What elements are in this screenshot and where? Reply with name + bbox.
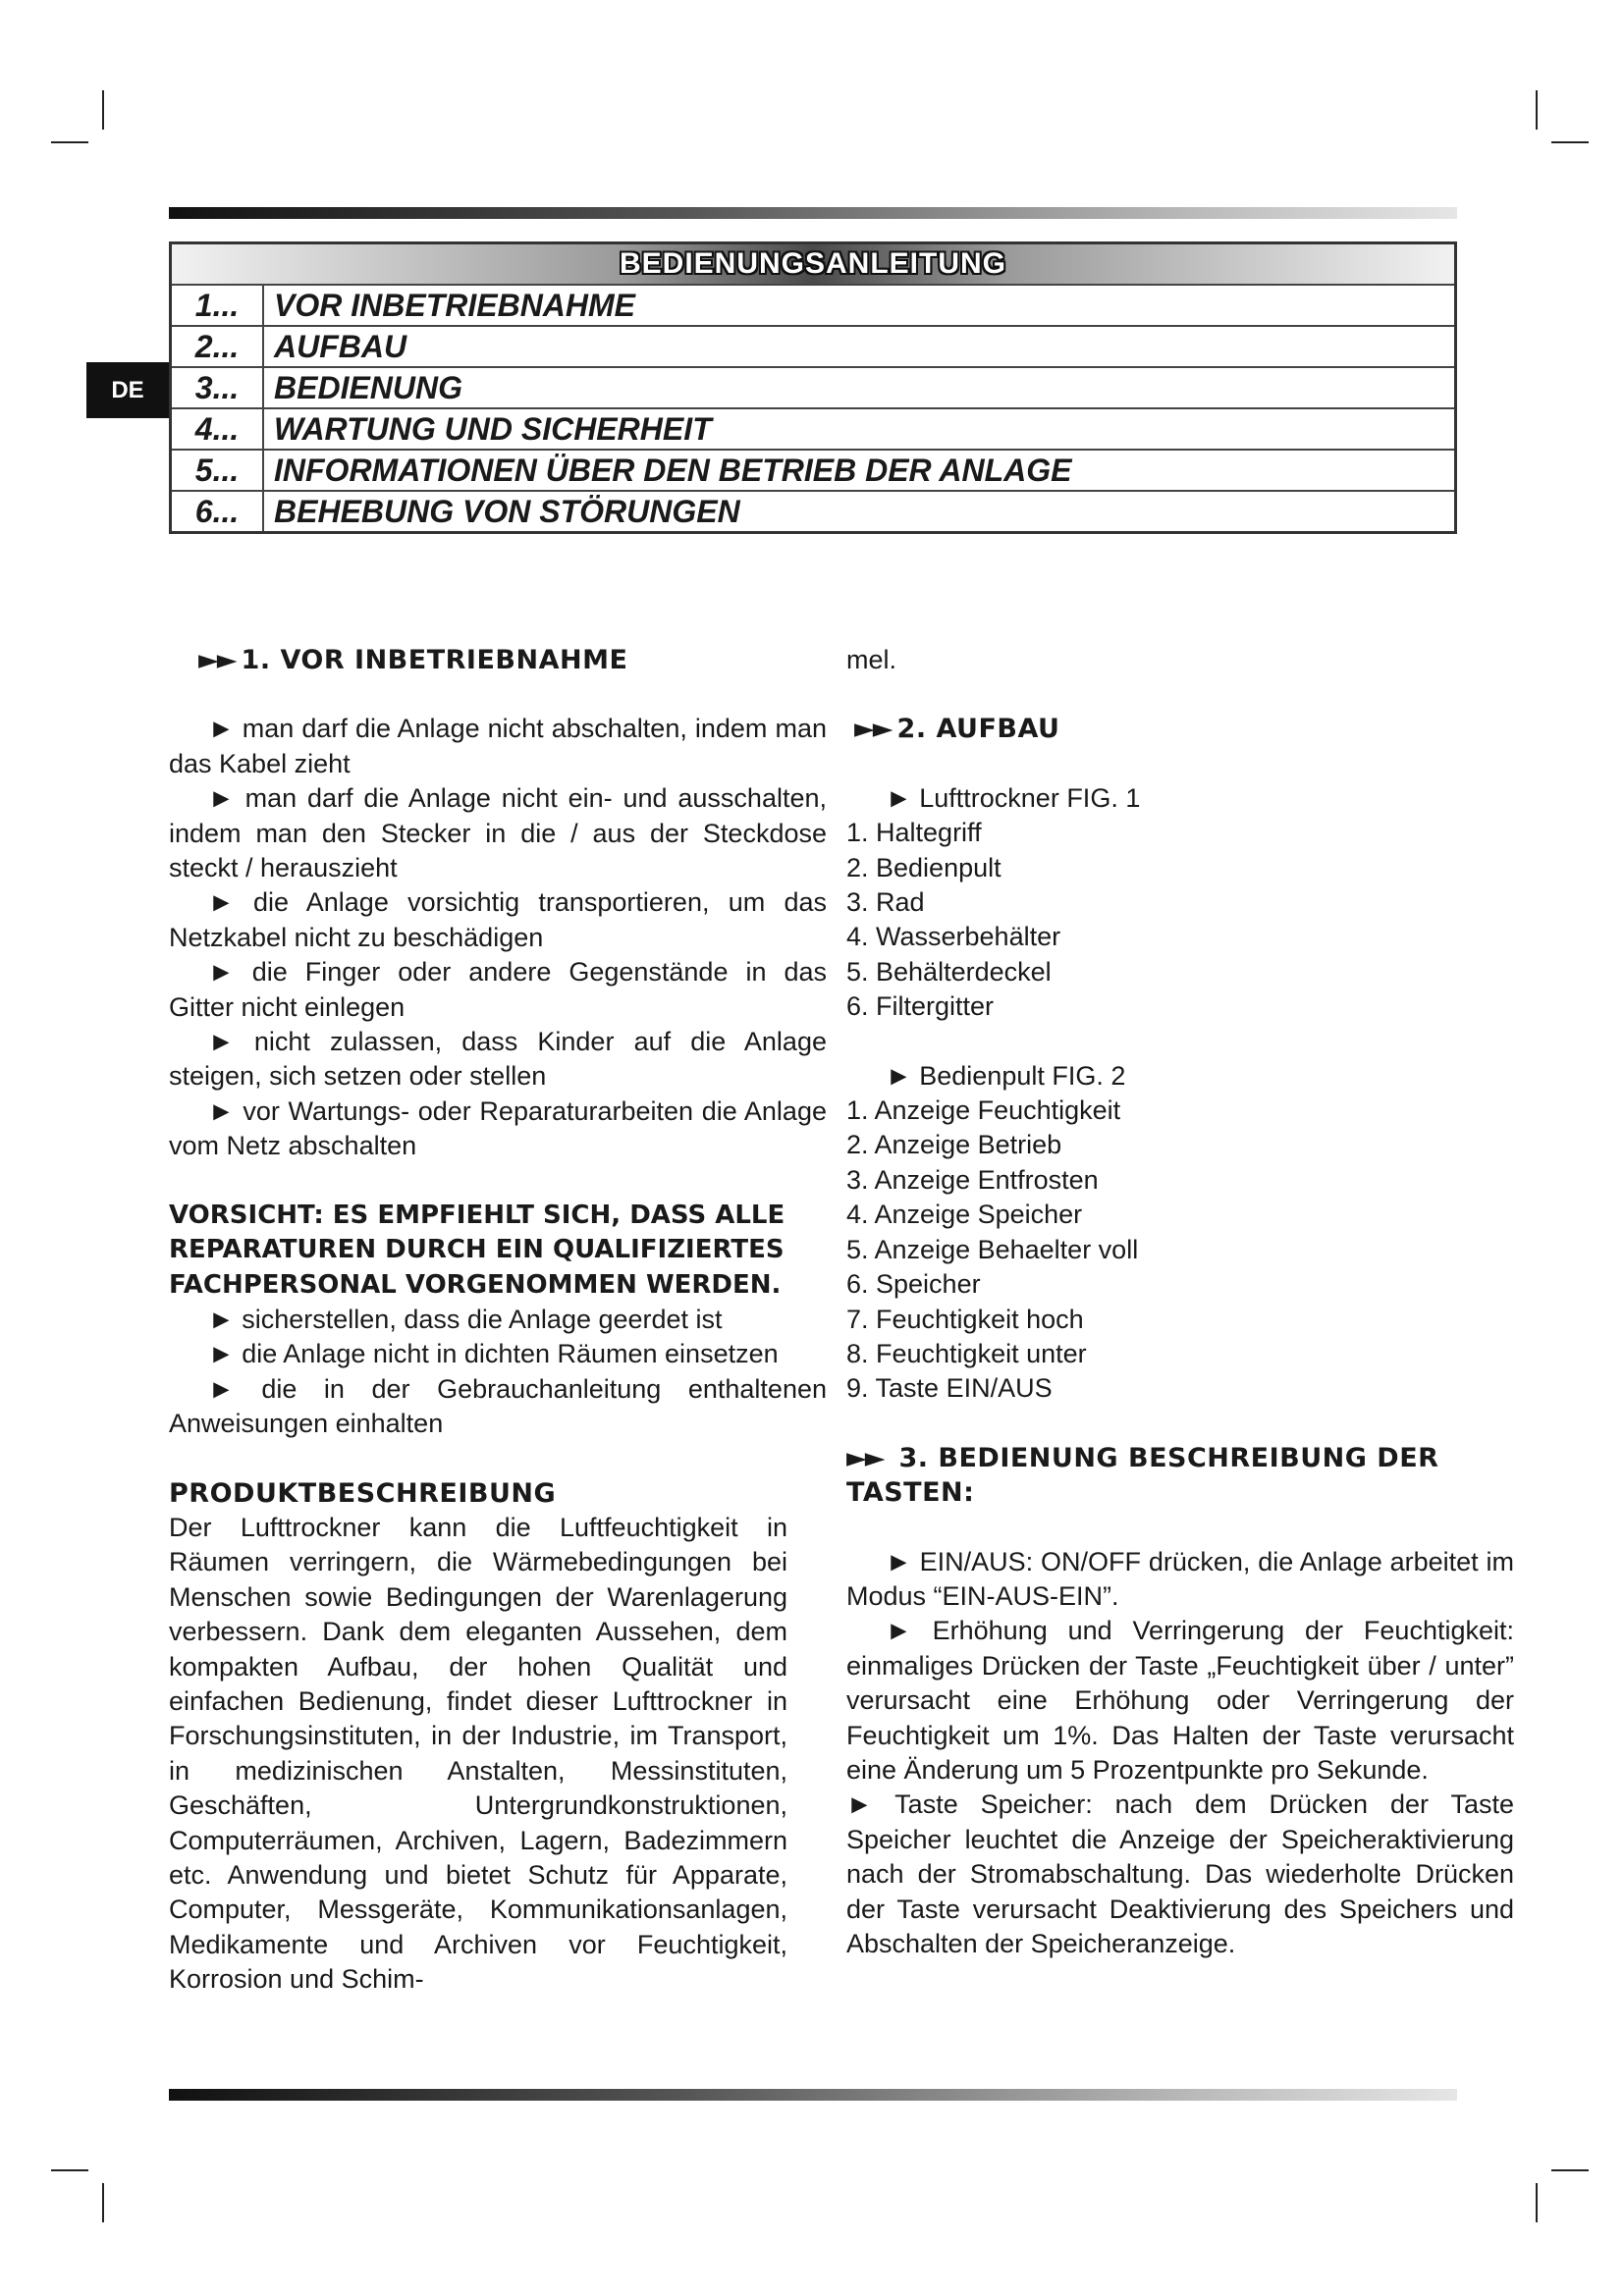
product-heading: PRODUKTBESCHREIBUNG bbox=[169, 1477, 557, 1509]
arrow-icon: ► bbox=[886, 1060, 912, 1091]
double-arrow-icon: ►► bbox=[846, 1442, 884, 1473]
list-item: 6. Speicher bbox=[846, 1269, 981, 1300]
section-heading-3: ►► 3. BEDIENUNG BESCHREIBUNG DER TASTEN: bbox=[846, 1442, 1439, 1509]
continued-text: mel. bbox=[846, 645, 897, 674]
arrow-icon: ► bbox=[886, 782, 912, 813]
caution-text: VORSICHT: ES EMPFIEHLT SICH, DASS ALLE REPARATUREN DURCH EIN QUALIFIZIERTES FACHPERSONAL VORGENOMMEN WERDEN. bbox=[169, 1200, 785, 1300]
toc-row: 5... INFORMATIONEN ÜBER DEN BETRIEB DER ANLAGE bbox=[171, 450, 1456, 491]
list-item: 4. Wasserbehälter bbox=[846, 922, 1061, 952]
arrow-icon: ► bbox=[208, 887, 235, 918]
warning-item: ► sicherstellen, dass die Anlage geerdet ist bbox=[208, 1304, 723, 1334]
list-item: 3. Rad bbox=[846, 887, 925, 918]
key-description: ► Erhöhung und Verringerung der Feuchtigkeit: einmaliges Drücken der Taste „Feuchtigkeit über / unter” verursacht eine Erhöhung oder Verringerung der Feuchtigkeit um 1%. Das Halten der Taste verursacht eine Änderung um 5 Prozentpunkte pro Sekunde. bbox=[846, 1616, 1514, 1785]
crop-mark bbox=[51, 141, 88, 143]
toc-row: 3... BEDIENUNG bbox=[171, 367, 1456, 408]
toc-row: 4... WARTUNG UND SICHERHEIT bbox=[171, 408, 1456, 450]
table-of-contents bbox=[169, 241, 1457, 534]
key-description: ► EIN/AUS: ON/OFF drücken, die Anlage arbeitet im Modus “EIN-AUS-EIN”. bbox=[846, 1546, 1514, 1611]
warning-item: ► vor Wartungs- oder Reparaturarbeiten die Anlage vom Netz abschalten bbox=[169, 1095, 827, 1161]
arrow-icon: ► bbox=[208, 783, 235, 814]
section-heading-2: ►► 2. AUFBAU bbox=[854, 714, 1060, 745]
toc-row: 2... AUFBAU bbox=[171, 326, 1456, 367]
list-item: 6. Filtergitter bbox=[846, 991, 995, 1022]
list-item: 4. Anzeige Speicher bbox=[846, 1200, 1083, 1230]
list-item: 8. Feuchtigkeit unter bbox=[846, 1338, 1087, 1368]
arrow-icon: ► bbox=[208, 1339, 235, 1369]
double-arrow-icon: ►► bbox=[854, 714, 892, 745]
figure-title: ► Bedienpult FIG. 2 bbox=[886, 1060, 1126, 1091]
arrow-icon: ► bbox=[208, 1373, 235, 1404]
crop-mark bbox=[1551, 141, 1589, 143]
list-item: 2. Anzeige Betrieb bbox=[846, 1130, 1062, 1160]
figure-title: ► Lufttrockner FIG. 1 bbox=[886, 782, 1141, 813]
list-item: 5. Behälterdeckel bbox=[846, 956, 1052, 987]
list-item: 5. Anzeige Behaelter voll bbox=[846, 1234, 1139, 1264]
warning-item: ► man darf die Anlage nicht ein- und ausschalten, indem man den Stecker in die / aus der Steckdose steckt / herauszieht bbox=[169, 783, 827, 883]
list-item: 3. Anzeige Entfrosten bbox=[846, 1164, 1099, 1195]
crop-mark bbox=[102, 2183, 104, 2222]
language-tab: DE bbox=[86, 362, 169, 418]
key-description: ► Taste Speicher: nach dem Drücken der Taste Speicher leuchtet die Anzeige der Speicheraktivierung nach der Stromabschaltung. Das wiederholte Drücken der Taste verursacht Deaktivierung des Speichers und Abschalten der Speicheranzeige. bbox=[846, 1789, 1514, 1958]
warning-item: ► die Anlage vorsichtig transportieren, um das Netzkabel nicht zu beschädigen bbox=[169, 887, 827, 952]
arrow-icon: ► bbox=[208, 1027, 235, 1057]
warning-item: ► nicht zulassen, dass Kinder auf die Anlage steigen, sich setzen oder stellen bbox=[169, 1027, 827, 1092]
crop-mark bbox=[1551, 2169, 1589, 2171]
arrow-icon: ► bbox=[886, 1546, 912, 1576]
arrow-icon: ► bbox=[846, 1789, 873, 1820]
crop-mark bbox=[1536, 2183, 1538, 2222]
crop-mark bbox=[51, 2169, 88, 2171]
arrow-icon: ► bbox=[208, 957, 235, 988]
product-description: Der Lufttrockner kann die Luftfeuchtigkeit in Räumen verringern, die Wärmebedingungen bei Menschen sowie Bedingungen der Warenlagerung verbessern. Dank dem eleganten Aussehen, dem kompakten Aufbau, der hohen Qualität und einfachen Bedienung, findet dieser Lufttrockner in Forschungsinstituten, in der Industrie, im Transport, in medizinischen Anstalten, Messinstituten, Geschäften, Untergrundkonstruktionen, Computerräumen, Archiven, Lagern, Badezimmern etc. Anwendung und bietet Schutz für Apparate, Computer, Messgeräte, Kommunikationsanlagen, Medikamente und Archiven vor Feuchtigkeit, Korrosion und Schim- bbox=[169, 1512, 787, 1995]
list-item: 2. Bedienpult bbox=[846, 852, 1001, 882]
crop-mark bbox=[102, 90, 104, 130]
left-column bbox=[169, 643, 827, 1998]
warning-item: ► die Anlage nicht in dichten Räumen einsetzen bbox=[208, 1339, 779, 1369]
section-heading-1: ►► 1. VOR INBETRIEBNAHME bbox=[198, 645, 628, 675]
list-item: 9. Taste EIN/AUS bbox=[846, 1373, 1053, 1404]
warning-item: ► die in der Gebrauchanleitung enthaltenen Anweisungen einhalten bbox=[169, 1373, 827, 1439]
list-item: 1. Haltegriff bbox=[846, 818, 982, 848]
list-item: 7. Feuchtigkeit hoch bbox=[846, 1304, 1084, 1334]
warning-item: ► die Finger oder andere Gegenstände in das Gitter nicht einlegen bbox=[169, 957, 827, 1022]
list-item: 1. Anzeige Feuchtigkeit bbox=[846, 1095, 1121, 1126]
arrow-icon: ► bbox=[208, 714, 235, 744]
arrow-icon: ► bbox=[886, 1616, 912, 1646]
toc-row: 1... VOR INBETRIEBNAHME bbox=[171, 285, 1456, 326]
toc-title: BEDIENUNGSANLEITUNG bbox=[171, 243, 1456, 286]
right-column bbox=[846, 643, 1514, 1961]
double-arrow-icon: ►► bbox=[198, 645, 236, 675]
arrow-icon: ► bbox=[208, 1095, 235, 1126]
toc-row: 6... BEHEBUNG VON STÖRUNGEN bbox=[171, 491, 1456, 533]
crop-mark bbox=[1536, 90, 1538, 130]
warning-item: ► man darf die Anlage nicht abschalten, indem man das Kabel zieht bbox=[169, 714, 827, 778]
top-gradient-bar bbox=[169, 207, 1457, 219]
bottom-gradient-bar bbox=[169, 2089, 1457, 2101]
arrow-icon: ► bbox=[208, 1304, 235, 1334]
